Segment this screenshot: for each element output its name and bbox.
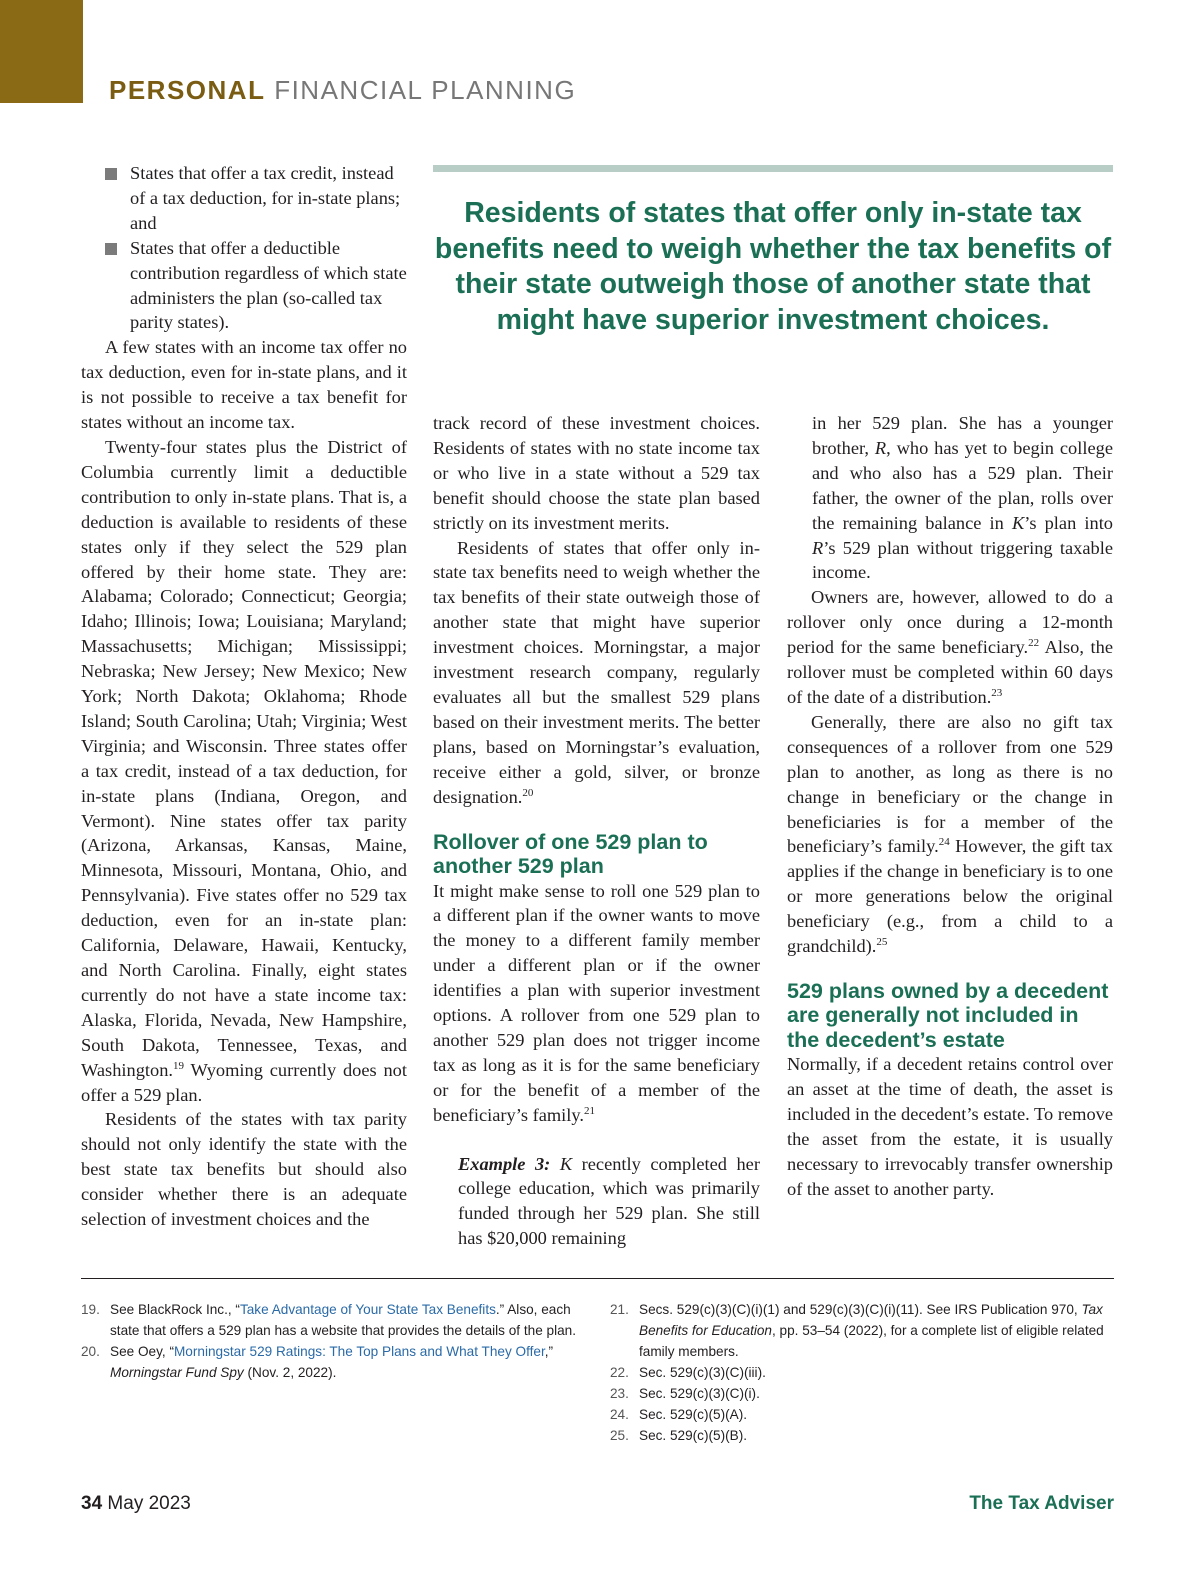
footnote-text: , pp. 53–54 (2022), for a complete list of eligible related family members. xyxy=(639,1323,1104,1359)
bullet-list xyxy=(81,161,407,335)
footnote-ref[interactable]: 23 xyxy=(991,686,1003,699)
footnote-text: Sec. 529(c)(5)(A). xyxy=(639,1407,748,1422)
footnote-number: 25. xyxy=(610,1428,629,1443)
list-item xyxy=(81,236,407,336)
footnote-21 xyxy=(610,1299,1114,1362)
footnote-text: (Nov. 2, 2022). xyxy=(243,1365,337,1380)
issue-date: May 2023 xyxy=(107,1493,191,1514)
paragraph xyxy=(433,536,760,810)
footnote-link[interactable]: Take Advantage of Your State Tax Benefits xyxy=(239,1302,496,1317)
example-var: K xyxy=(559,1153,573,1174)
footnote-ref[interactable]: 19 xyxy=(173,1059,184,1072)
footnote-number: 22. xyxy=(610,1365,629,1380)
paragraph-text: Owners are, however, allowed to do a rollover only once during a 12-month period for the same beneficiary. xyxy=(787,587,1113,658)
example-var: K xyxy=(1011,512,1025,533)
paragraph-text: However, the gift tax applies if the change in beneficiary is to one or more generations below the original beneficiary (e.g., from a child to a grandchild). xyxy=(787,836,1113,957)
paragraph-text: Residents of states that offer only in-state tax benefits need to weigh whether the tax benefits of their state outweigh those of another state that might have superior investment choices. Morningstar, a major investment research company, regularly evaluates all but the smallest 529 plans based on their investment merits. The better plans, based on Morningstar’s evaluation, receive either a gold, silver, or bronze designation. xyxy=(433,537,760,807)
list-item xyxy=(81,161,407,236)
footnote-text: See Oey, “ xyxy=(110,1344,174,1359)
footnote-25 xyxy=(610,1425,1114,1446)
example-block xyxy=(433,1152,760,1252)
section-title-bold: PERSONAL xyxy=(109,75,266,105)
footnote-text: Morningstar Fund Spy xyxy=(110,1365,244,1380)
example-continuation xyxy=(787,411,1113,585)
paragraph-text: A few states with an income tax offer no tax deduction, even for in-state plans, and it is not possible to receive a tax benefit for states without an income tax. xyxy=(81,337,407,433)
footnote-23 xyxy=(610,1383,1114,1404)
footnote-19 xyxy=(81,1299,578,1341)
paragraph-text: track record of these investment choices. Residents of states with no state income tax or who live in a state without a 529 tax benefit should choose the state plan based strictly on its investment merits. xyxy=(433,413,760,533)
paragraph xyxy=(787,710,1113,959)
page-number: 34 xyxy=(81,1493,103,1514)
paragraph-text: ’s plan into xyxy=(1024,512,1114,533)
corner-color-block xyxy=(0,0,83,103)
footnote-number: 19. xyxy=(81,1302,100,1317)
footnote-ref[interactable]: 22 xyxy=(1028,637,1040,650)
column-1 xyxy=(81,161,407,1232)
paragraph-text: Also, the rollover must be completed within 60 days of the date of a distribution. xyxy=(787,637,1113,707)
example-label: Example 3: xyxy=(458,1153,551,1174)
paragraph-text: in her 529 plan. She has a younger brother, xyxy=(812,413,1113,458)
footnote-24 xyxy=(610,1404,1114,1425)
footnote-20 xyxy=(81,1341,578,1383)
footnote-ref[interactable]: 25 xyxy=(876,936,888,949)
footnote-ref[interactable]: 21 xyxy=(583,1104,595,1117)
paragraph xyxy=(81,1107,407,1232)
paragraph xyxy=(812,411,1113,585)
paragraph xyxy=(433,411,760,536)
paragraph-text: ’s 529 plan without triggering taxable income. xyxy=(812,537,1113,583)
footnote-22 xyxy=(610,1362,1114,1383)
bullet-text: States that offer a tax credit, instead of a tax deduction, for in-state plans; and xyxy=(130,163,401,233)
pull-quote: Residents of states that offer only in-state tax benefits need to weigh whether the tax benefits of their state outweigh those of another state that might have superior investment choices. xyxy=(434,197,1112,336)
paragraph xyxy=(433,879,760,1128)
column-3 xyxy=(787,411,1113,1202)
paragraph-text: Residents of the states with tax parity should not only identify the state with the best state tax benefits but should also consider whether there is an adequate selection of investment choices and the xyxy=(81,1109,407,1230)
pull-quote-rule xyxy=(433,165,1113,172)
subheading-decedent: 529 plans owned by a decedent are generally not included in the decedent’s estate xyxy=(787,978,1109,1052)
square-bullet-icon xyxy=(105,243,117,255)
footnote-text: Secs. 529(c)(3)(C)(i)(1) and 529(c)(3)(C)(i)(11). See IRS Publication 970, xyxy=(639,1302,1082,1317)
footnotes-right xyxy=(610,1299,1114,1446)
paragraph-text: Wyoming currently does not offer a 529 plan. xyxy=(81,1059,407,1105)
footnote-text: Sec. 529(c)(5)(B). xyxy=(639,1428,748,1443)
footnote-rule xyxy=(81,1278,1114,1279)
bullet-text: States that offer a deductible contribution regardless of which state administers the plan (so-called tax parity states). xyxy=(130,237,407,333)
column-2 xyxy=(433,411,760,1251)
paragraph-text: , who has yet to begin college and who also has a 529 plan. Their father, the owner of the plan, rolls over the remaining balance in xyxy=(812,437,1113,533)
paragraph xyxy=(787,1052,1113,1201)
square-bullet-icon xyxy=(105,168,117,180)
section-title-light: FINANCIAL PLANNING xyxy=(274,75,577,105)
footnote-link[interactable]: Morningstar 529 Ratings: The Top Plans and What They Offer xyxy=(173,1344,545,1359)
paragraph-text: Normally, if a decedent retains control over an asset at the time of death, the asset is included in the decedent’s estate. To remove the asset from the estate, it is usually necessary to irrevocably transfer ownership of the asset to another party. xyxy=(787,1054,1113,1199)
footnote-text: Tax Benefits for Education xyxy=(639,1302,1103,1338)
footnote-number: 20. xyxy=(81,1344,100,1359)
page-footer-left xyxy=(81,1493,191,1515)
subheading-rollover: Rollover of one 529 plan to another 529 plan xyxy=(433,829,708,878)
paragraph-text: It might make sense to roll one 529 plan to a different plan if the owner wants to move the money to a different family member under a different plan or if the owner identifies a plan with superior investment options. A rollover from one 529 plan to another 529 plan does not trigger income tax as long as it is for the same beneficiary or for the benefit of a member of the beneficiary’s family. xyxy=(433,880,760,1125)
paragraph xyxy=(458,1152,760,1252)
section-title xyxy=(109,75,576,106)
paragraph-text: recently completed her college education, which was primarily funded through her 529 plan. She still has $20,000 remaining xyxy=(458,1153,760,1249)
footnote-number: 21. xyxy=(610,1302,629,1317)
footnote-text: Sec. 529(c)(3)(C)(i). xyxy=(639,1386,760,1401)
paragraph-text: Twenty-four states plus the District of Columbia currently limit a deductible contribution to only in-state plans. That is, a deduction is available to residents of these states only if they select the 529 plan offered by their home state. They are: Alabama; Colorado; Connecticut; Georgia; Idaho; Illinois; Iowa; Louisiana; Maryland; Massachusetts; Michigan; Mississippi; Nebraska; New Jersey; New Mexico; New York; North Dakota; Oklahoma; Rhode Island; South Carolina; Utah; Virginia; West Virginia; and Wisconsin. Three states offer a tax credit, instead of a tax deduction, for in-state plans (Indiana, Oregon, and Vermont). Nine states offer tax parity (Arizona, Arkansas, Kansas, Maine, Minnesota, Missouri, Montana, Ohio, and Pennsylvania). Five states offer no 529 tax deduction, even for an in-state plan: California, Delaware, Hawaii, Kentucky, and North Carolina. Finally, eight states currently do not have a state income tax: Alaska, Florida, Nevada, New Hampshire, South Dakota, Tennessee, Texas, and Washington. xyxy=(81,436,407,1080)
paragraph-text: Generally, there are also no gift tax consequences of a rollover from one 529 plan to another, as long as there is no change in beneficiary or the change in beneficiaries is for a member of the beneficiary’s family. xyxy=(787,711,1113,857)
footnote-ref[interactable]: 24 xyxy=(938,836,950,849)
footnote-ref[interactable]: 20 xyxy=(522,786,534,799)
footnotes-left xyxy=(81,1299,578,1383)
example-var: R xyxy=(812,537,824,558)
publication-name: The Tax Adviser xyxy=(969,1493,1114,1514)
paragraph xyxy=(81,435,407,1107)
footnote-text: .” Also, each state that offers a 529 plan has a website that provides the details of the plan. xyxy=(110,1302,577,1338)
footnote-text: Sec. 529(c)(3)(C)(iii). xyxy=(639,1365,766,1380)
example-var: R xyxy=(874,437,887,458)
footnote-text: See BlackRock Inc., “ xyxy=(110,1302,240,1317)
footnote-text: ,” xyxy=(544,1344,554,1359)
footnote-number: 24. xyxy=(610,1407,629,1422)
footnote-number: 23. xyxy=(610,1386,629,1401)
paragraph xyxy=(81,335,407,435)
paragraph xyxy=(787,585,1113,710)
